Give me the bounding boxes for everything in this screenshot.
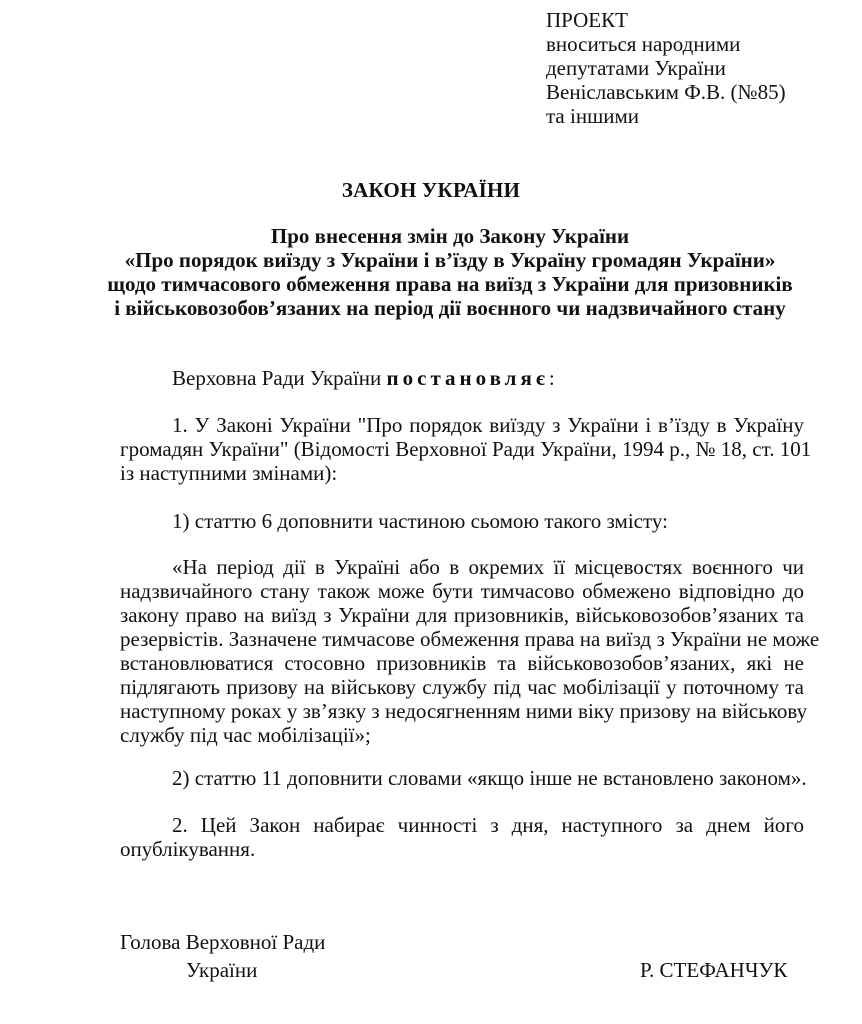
item-2-line: опублікування. (120, 837, 256, 861)
quoted-amendment (120, 555, 820, 747)
item-1 (120, 413, 812, 485)
header-line-project: ПРОЕКТ (546, 8, 628, 32)
preamble-text: Верховна Ради України (172, 366, 387, 390)
signature-title-line1: Голова Верховної Ради (120, 930, 326, 954)
quote-line: наступному роках у зв’язку з недосягненням ними віку призову на військову (120, 699, 808, 723)
item-1-line: із наступними змінами): (120, 461, 338, 485)
subtitle-line: щодо тимчасового обмеження права на виїзд з України для призовників (107, 272, 793, 296)
subtitle-line: Про внесення змін до Закону України (270, 224, 630, 248)
header-line-author: Веніславським Ф.В. (№85) (546, 80, 786, 104)
subtitle-line: «Про порядок виїзду з України і в’їзду в Україну громадян України» (124, 248, 776, 272)
subitem-2 (120, 766, 807, 790)
item-2 (120, 813, 804, 861)
subitem-1 (120, 509, 804, 533)
signature-name: Р. СТЕФАНЧУК (640, 958, 788, 982)
header-line-deputies: депутатами України (546, 56, 726, 80)
item-1-line: 1. У Законі України "Про порядок виїзду з України і в’їзду в Україну (172, 413, 804, 437)
header-line-others: та іншими (546, 104, 640, 128)
quote-line: резервістів. Зазначене тимчасове обмеження права на виїзд з України не може (120, 627, 820, 651)
subtitle-line: і військовозобов’язаних на період дії воєнного чи надзвичайного стану (114, 296, 786, 320)
item-1-line: громадян України" (Відомості Верховної Ради України, 1994 р., № 18, ст. 101 (120, 437, 812, 461)
header-line-submitted: вноситься народними (546, 32, 741, 56)
subitem-1-text: 1) статтю 6 доповнити частиною сьомою такого змісту: (172, 509, 668, 533)
quote-line: надзвичайного стану також може бути тимчасово обмежено відповідно до (120, 579, 804, 603)
quote-line: службу під час мобілізації»; (120, 723, 371, 747)
law-subtitle (100, 224, 800, 320)
quote-line: встановлюватися стосовно призовників та військовозобов’язаних, які не (120, 651, 804, 675)
law-title: ЗАКОН УКРАЇНИ (341, 178, 521, 202)
preamble-emphasis: постановляє (386, 366, 549, 390)
subitem-2-text: 2) статтю 11 доповнити словами «якщо інше не встановлено законом». (172, 766, 807, 790)
preamble-colon: : (548, 366, 555, 390)
quote-line: підлягають призову на військову службу під час мобілізації у поточному та (120, 675, 804, 699)
quote-line: «На період дії в Україні або в окремих її місцевостях воєнного чи (172, 555, 804, 579)
item-2-line: 2. Цей Закон набирає чинності з дня, наступного за днем його (172, 813, 804, 837)
document-header (546, 8, 846, 128)
preamble (120, 366, 804, 390)
signature-title-line2: України (186, 958, 258, 982)
quote-line: закону право на виїзд з України для призовників, військовозобов’язаних та (120, 603, 804, 627)
